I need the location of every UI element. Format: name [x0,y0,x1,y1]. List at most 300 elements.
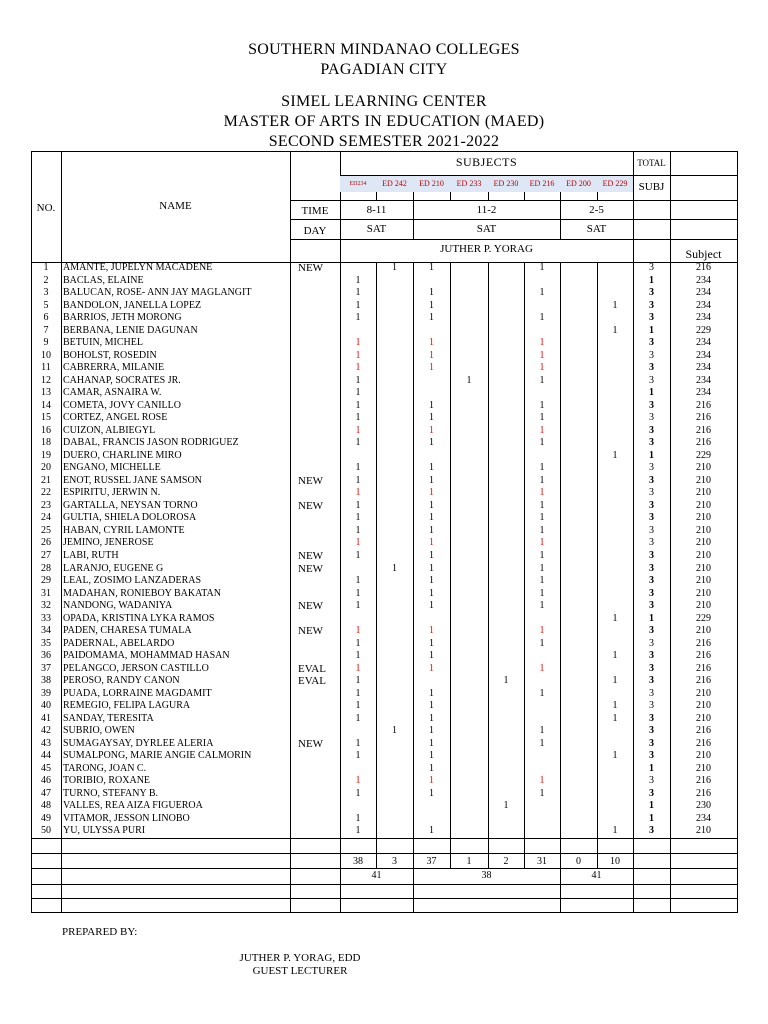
subject-mark: 1 [429,412,434,424]
subject-mark: 1 [429,462,434,474]
row-subject: 210 [696,537,711,549]
total-header: TOTAL [637,158,666,168]
student-name: PAIDOMAMA, MOHAMMAD HASAN [63,650,230,662]
subject-mark: 1 [429,575,434,587]
student-name: VITAMOR, JESSON LINOBO [63,812,190,824]
row-total: 3 [649,287,654,299]
subject-mark: 1 [355,600,361,612]
row-total: 3 [649,575,654,587]
subject-mark: 1 [392,725,397,737]
subject-mark: 1 [429,737,434,749]
subject-mark: 1 [429,499,434,511]
row-subject: 210 [696,562,711,574]
subject-total-2: 37 [426,856,437,867]
time-label: TIME [301,205,329,217]
subject-mark: 1 [429,825,434,837]
row-number: 10 [41,349,51,361]
school-city: PAGADIAN CITY [320,61,448,78]
row-subject: 234 [696,387,711,399]
row-number: 37 [41,662,51,674]
row-subject: 210 [696,687,711,699]
subject-mark: 1 [429,349,434,361]
subject-mark: 1 [429,312,434,324]
subject-mark: 1 [539,600,545,612]
subject-mark: 1 [355,537,361,549]
subject-mark: 1 [355,462,361,474]
signatory-name: JUTHER P. YORAG, EDD [239,952,361,964]
subject-mark: 1 [612,299,618,311]
school-name: SOUTHERN MINDANAO COLLEGES [248,41,520,58]
subject-mark: 1 [355,424,361,436]
row-number: 29 [41,575,51,587]
subj-header: SUBJ [638,181,665,193]
row-number: 16 [41,424,51,436]
subject-mark: 1 [539,737,545,749]
subject-mark: 1 [612,700,618,712]
subject-mark: 1 [355,650,361,662]
row-total: 3 [649,662,654,674]
student-name: BARRIOS, JETH MORONG [63,312,182,324]
row-total: 3 [649,474,654,486]
subject-code-2: ED 210 [413,176,450,192]
subject-code-7: ED 229 [597,176,633,192]
student-name: BOHOLST, ROSEDIN [63,349,157,361]
student-name: CAHANAP, SOCRATES JR. [63,374,181,386]
row-total: 3 [649,637,654,649]
row-number: 35 [41,637,51,649]
subject-mark: 1 [429,362,434,374]
subject-mark: 1 [429,437,434,449]
subject-mark: 1 [429,637,434,649]
row-number: 9 [43,337,49,349]
row-subject: 210 [696,474,711,486]
row-total: 3 [649,750,654,762]
student-name: CABRERRA, MILANIE [63,362,165,374]
subject-mark: 1 [355,675,361,687]
subject-mark: 1 [539,262,545,273]
subject-mark: 1 [355,524,361,536]
row-number: 42 [41,725,51,737]
subject-mark: 1 [355,575,361,587]
subject-mark: 1 [355,387,361,399]
student-status: EVAL [298,662,326,675]
row-total: 3 [649,537,654,549]
student-name: DABAL, FRANCIS JASON RODRIGUEZ [63,437,239,449]
subject-mark: 1 [539,499,545,511]
student-name: GARTALLA, NEYSAN TORNO [63,499,198,511]
student-name: BANDOLON, JANELLA LOPEZ [63,299,202,311]
subject-mark: 1 [539,787,545,799]
subject-mark: 1 [355,399,361,411]
row-subject: 210 [696,499,711,511]
row-subject: 234 [696,812,711,824]
student-name: AMANTE, JUPELYN MACADENE [63,262,213,273]
subject-mark: 1 [355,587,361,599]
subject-mark: 1 [355,312,361,324]
row-total: 3 [649,312,654,324]
row-subject: 234 [696,374,711,386]
student-name: PADEN, CHARESA TUMALA [63,625,192,637]
subject-mark: 1 [503,675,509,687]
row-number: 31 [41,587,51,599]
row-subject: 216 [696,650,711,662]
day-slot-0: SAT [366,223,387,235]
row-subject: 210 [696,550,711,561]
row-subject: 216 [696,399,711,411]
subject-mark: 1 [355,737,361,749]
row-subject: 229 [696,449,711,461]
time-slot-1: 11-2 [476,204,497,216]
subject-column-header: Subject [685,247,722,261]
row-number: 25 [41,524,51,536]
subject-mark: 1 [539,575,545,587]
subject-mark: 1 [429,725,434,737]
subject-mark: 1 [429,587,434,599]
student-name: BACLAS, ELAINE [63,274,144,286]
row-total: 3 [649,512,654,524]
row-number: 21 [41,474,51,486]
subject-mark: 1 [355,499,361,511]
subject-total-1: 3 [392,856,397,867]
row-subject: 216 [696,637,711,649]
row-number: 26 [41,537,51,549]
subject-mark: 1 [429,775,434,787]
subject-mark: 1 [429,712,434,724]
row-number: 1 [43,262,49,273]
row-subject: 234 [696,337,711,349]
subject-mark: 1 [392,562,397,574]
student-name: REMEGIO, FELIPA LAGURA [63,700,191,712]
subject-total-7: 10 [610,856,620,867]
subject-mark: 1 [466,374,472,386]
subject-mark: 1 [539,524,545,536]
subject-mark: 1 [539,362,545,374]
student-name: SUMAGAYSAY, DYRLEE ALERIA [63,737,214,749]
subject-mark: 1 [355,474,361,486]
subject-mark: 1 [539,775,545,787]
row-subject: 229 [696,324,711,336]
row-number: 33 [41,612,51,624]
subject-mark: 1 [355,287,361,299]
subject-mark: 1 [539,412,545,424]
row-subject: 210 [696,487,711,499]
subject-mark: 1 [355,825,361,837]
student-name: SUMALPONG, MARIE ANGIE CALMORIN [63,750,252,762]
row-subject: 210 [696,524,711,536]
row-number: 27 [41,550,51,561]
row-number: 5 [43,299,49,311]
subject-mark: 1 [355,374,361,386]
subject-mark: 1 [392,262,397,273]
subject-mark: 1 [539,687,545,699]
subject-mark: 1 [355,412,361,424]
row-total: 3 [649,737,654,749]
row-number: 11 [41,362,51,374]
subject-mark: 1 [539,512,545,524]
row-subject: 216 [696,437,711,449]
row-total: 1 [649,274,654,286]
day-label: DAY [303,225,327,237]
row-number: 20 [41,462,51,474]
subject-mark: 1 [539,637,545,649]
row-subject: 216 [696,262,711,273]
subject-mark: 1 [429,550,434,561]
subject-mark: 1 [355,512,361,524]
student-name: DUERO, CHARLINE MIRO [63,449,182,461]
row-subject: 216 [696,725,711,737]
time-slot-0: 8-11 [366,204,387,216]
subject-mark: 1 [355,362,361,374]
subject-mark: 1 [429,600,434,612]
subject-mark: 1 [612,712,618,724]
student-name: PADERNAL, ABELARDO [63,637,175,649]
subject-mark: 1 [355,487,361,499]
row-number: 28 [41,562,51,574]
row-total: 3 [649,625,654,637]
student-name: CORTEZ, ANGEL ROSE [63,412,168,424]
student-name: PELANGCO, JERSON CASTILLO [63,662,209,674]
student-name: VALLES, REA AIZA FIGUEROA [63,800,203,812]
subject-mark: 1 [429,787,434,799]
row-subject: 216 [696,775,711,787]
student-name: ENGANO, MICHELLE [63,462,161,474]
subject-total-5: 31 [537,856,547,867]
row-total: 3 [649,437,654,449]
name-header: NAME [159,200,192,212]
subject-mark: 1 [539,474,545,486]
row-subject: 210 [696,575,711,587]
subject-mark: 1 [612,750,618,762]
subject-mark: 1 [355,349,361,361]
row-number: 49 [41,812,51,824]
row-total: 3 [649,337,654,349]
row-total: 3 [649,362,654,374]
subject-mark: 1 [612,449,618,461]
row-number: 34 [41,625,51,637]
subject-mark: 1 [429,700,434,712]
student-name: ENOT, RUSSEL JANE SAMSON [63,474,202,486]
row-total: 3 [649,412,654,424]
row-subject: 210 [696,600,711,612]
row-number: 22 [41,487,51,499]
subject-mark: 1 [612,650,618,662]
row-total: 1 [649,800,654,812]
subject-mark: 1 [612,612,618,624]
row-total: 1 [649,387,654,399]
row-total: 3 [649,712,654,724]
row-total: 3 [649,462,654,474]
row-subject: 234 [696,299,711,311]
subjects-header: SUBJECTS [455,155,518,169]
row-number: 23 [41,499,51,511]
subject-mark: 1 [355,812,361,824]
student-name: JEMINO, JENEROSE [63,537,154,549]
row-subject: 216 [696,737,711,749]
group-total-0: 41 [371,870,382,881]
signatory-title: GUEST LECTURER [252,965,348,977]
subject-mark: 1 [429,750,434,762]
subject-mark: 1 [539,399,545,411]
row-number: 45 [41,762,51,774]
subject-total-6: 0 [576,856,581,867]
subject-code-6: ED 200 [560,176,597,192]
subject-mark: 1 [429,650,434,662]
student-name: NANDONG, WADANIYA [63,600,173,612]
row-number: 32 [41,600,51,612]
row-subject: 216 [696,787,711,799]
student-name: GULTIA, SHIELA DOLOROSA [63,512,197,524]
student-name: SANDAY, TERESITA [63,712,154,724]
row-total: 3 [649,262,654,273]
row-number: 24 [41,512,51,524]
row-total: 3 [649,725,654,737]
row-subject: 210 [696,700,711,712]
student-name: HABAN, CYRIL LAMONTE [63,524,185,536]
subject-mark: 1 [429,287,434,299]
student-status: NEW [298,474,324,487]
row-subject: 229 [696,612,711,624]
subject-code-0: ED234 [340,176,376,192]
subject-mark: 1 [539,462,545,474]
subject-mark: 1 [355,700,361,712]
row-subject: 210 [696,712,711,724]
row-total: 3 [649,587,654,599]
row-total: 1 [649,812,654,824]
subject-mark: 1 [539,424,545,436]
row-total: 3 [649,787,654,799]
subject-mark: 1 [539,487,545,499]
subject-mark: 1 [612,675,618,687]
row-total: 1 [649,449,654,461]
subject-mark: 1 [355,687,361,699]
row-total: 3 [649,399,654,411]
row-total: 3 [649,687,654,699]
subject-mark: 1 [355,787,361,799]
subject-mark: 1 [429,474,434,486]
row-number: 40 [41,700,51,712]
student-name: PEROSO, RANDY CANON [63,675,180,687]
subject-mark: 1 [539,625,545,637]
subject-mark: 1 [612,324,618,336]
subject-mark: 1 [429,299,434,311]
row-total: 3 [649,600,654,612]
row-total: 1 [649,612,654,624]
subject-mark: 1 [539,562,545,574]
student-status: NEW [298,737,324,750]
student-name: LARANJO, EUGENE G [63,562,164,574]
student-name: OPADA, KRISTINA LYKA RAMOS [63,612,215,624]
subject-mark: 1 [429,687,434,699]
subject-mark: 1 [429,537,434,549]
row-total: 3 [649,299,654,311]
student-name: LABI, RUTH [63,550,119,561]
subject-code-1: ED 242 [376,176,413,192]
subject-mark: 1 [429,524,434,536]
row-subject: 234 [696,362,711,374]
subject-mark: 1 [539,337,545,349]
subject-mark: 1 [355,712,361,724]
student-name: SUBRIO, OWEN [63,725,135,737]
semester: SECOND SEMESTER 2021-2022 [268,133,500,150]
subject-mark: 1 [355,274,361,286]
row-total: 3 [649,775,654,787]
row-total: 3 [649,550,654,561]
row-total: 3 [649,487,654,499]
student-status: NEW [298,499,324,512]
student-name: BALUCAN, ROSE- ANN JAY MAGLANGIT [63,287,252,299]
row-number: 47 [41,787,51,799]
row-subject: 234 [696,312,711,324]
row-number: 2 [43,274,49,286]
row-total: 3 [649,524,654,536]
day-slot-2: SAT [586,223,607,235]
subject-mark: 1 [355,637,361,649]
row-subject: 210 [696,625,711,637]
row-subject: 234 [696,349,711,361]
program-name: MASTER OF ARTS IN EDUCATION (MAED) [223,113,545,130]
subject-mark: 1 [429,337,434,349]
subject-mark: 1 [503,800,509,812]
row-subject: 230 [696,800,711,812]
row-subject: 210 [696,587,711,599]
subject-mark: 1 [429,487,434,499]
subject-mark: 1 [539,287,545,299]
row-number: 48 [41,800,51,812]
row-subject: 216 [696,675,711,687]
subject-mark: 1 [539,550,545,561]
student-name: YU, ULYSSA PURI [63,825,146,837]
row-subject: 216 [696,662,711,674]
student-name: CAMAR, ASNAIRA W. [63,387,162,399]
row-subject: 216 [696,424,711,436]
row-number: 15 [41,412,51,424]
subject-code-3: ED 233 [450,176,488,192]
row-number: 3 [43,287,49,299]
student-name: PUADA, LORRAINE MAGDAMIT [63,687,212,699]
student-name: ESPIRITU, JERWIN N. [63,487,161,499]
subject-total-0: 38 [353,856,363,867]
subject-mark: 1 [429,625,434,637]
subject-mark: 1 [429,662,434,674]
subject-mark: 1 [539,662,545,674]
subject-mark: 1 [355,337,361,349]
student-name: TURNO, STEFANY B. [63,787,159,799]
student-status: NEW [298,550,324,562]
row-subject: 216 [696,412,711,424]
subject-mark: 1 [355,662,361,674]
row-number: 43 [41,737,51,749]
row-total: 3 [649,424,654,436]
student-name: TORIBIO, ROXANE [63,775,151,787]
row-number: 36 [41,650,51,662]
row-total: 3 [649,825,654,837]
student-name: LEAL, ZOSIMO LANZADERAS [63,575,202,587]
row-number: 39 [41,687,51,699]
center-name: SIMEL LEARNING CENTER [281,93,487,110]
subject-mark: 1 [612,825,618,837]
subject-mark: 1 [355,550,361,561]
row-total: 3 [649,499,654,511]
row-subject: 210 [696,462,711,474]
subject-code-4: ED 230 [488,176,524,192]
student-name: CUIZON, ALBIEGYL [63,424,156,436]
row-number: 41 [41,712,51,724]
row-subject: 210 [696,750,711,762]
subject-mark: 1 [429,562,434,574]
student-status: NEW [298,600,324,613]
group-total-1: 38 [481,870,492,881]
subject-mark: 1 [355,437,361,449]
